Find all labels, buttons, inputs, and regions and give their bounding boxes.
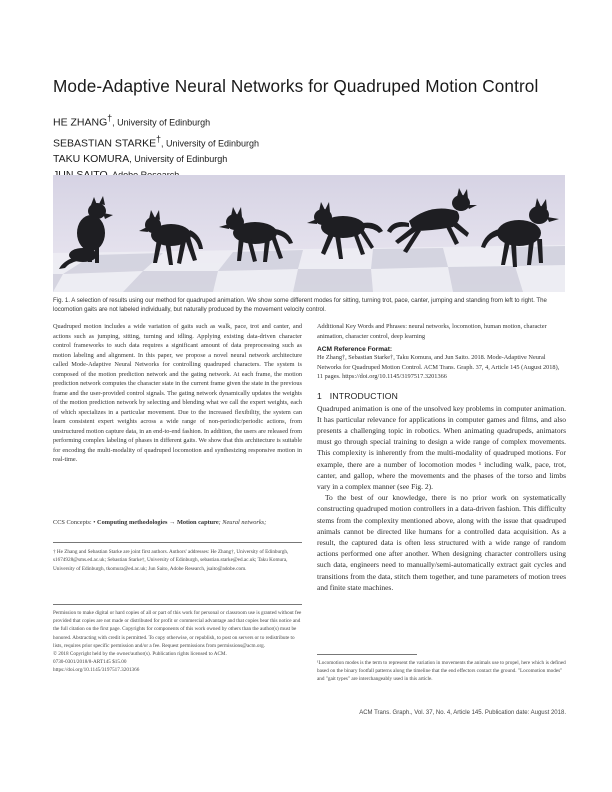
author-affiliation: , University of Edinburgh	[112, 117, 211, 128]
figure-caption: Fig. 1. A selection of results using our method for quadruped animation. We show some different modes for sitting, turning trot, pace, canter, jumping and standing from left to right. The locomotion gaits are not labeled individually, but naturally produced by the movement velocity control.	[53, 297, 547, 314]
wolf-sequence-image	[53, 175, 565, 292]
author-list	[53, 110, 259, 183]
introduction-body	[317, 403, 566, 593]
author-line	[53, 131, 259, 152]
ccs-bold: Computing methodologies → Motion capture	[97, 519, 219, 526]
permission-block	[53, 609, 302, 675]
section-title: INTRODUCTION	[329, 390, 399, 401]
section-number: 1	[317, 390, 322, 401]
locomotion-footnote: ¹Locomotion modes is the term to represent the variation in movements the animals use to propel, here which is defined based on the binary footfall patterns along the timeline that the end effectors contact the ground. "Locomotion modes" and "gait types" are interchangeably used in this article.	[317, 660, 566, 683]
reference-format-text: He Zhang†, Sebastian Starke†, Taku Komura, and Jun Saito. 2018. Mode-Adaptive Neural Networks for Quadruped Motion Control. ACM Trans. Graph. 37, 4, Article 145 (August 2018), 11 pages. https://doi.org/10.1145/3197517.3201366	[317, 354, 560, 380]
ccs-concepts	[53, 518, 302, 528]
author-name: TAKU KOMURA	[53, 153, 130, 165]
ccs-prefix: CCS Concepts: •	[53, 519, 98, 526]
abstract	[53, 322, 302, 465]
author-line	[53, 151, 259, 167]
footnote-divider	[53, 542, 302, 543]
reference-format-heading: ACM Reference Format:	[317, 346, 393, 353]
paper-title: Mode-Adaptive Neural Networks for Quadruped Motion Control	[53, 76, 539, 96]
teaser-figure	[53, 175, 565, 292]
author-mark: †	[156, 133, 161, 144]
author-affiliation: , University of Edinburgh	[129, 154, 228, 164]
ccs-tail: ; Neural networks;	[218, 519, 267, 526]
intro-paragraph: Quadruped animation is one of the unsolved key problems in computer animation. It has particular relevance for applications in computer games and films, and also presents a challenging topic in robotics. When animating quadrupeds, animators must go through special training to design a wide range of complex movements. This complexity is inherently from the multi-modality of quadruped motions. For example, there are a number of locomotion modes ¹ including walk, pace, trot, canter, and gallop, where the movements and the phases of the torso and limbs vary in a complex manner (see Fig. 2).	[317, 403, 566, 491]
keywords: Additional Key Words and Phrases: neural networks, locomotion, human motion, character animation, character control, deep learning	[317, 323, 547, 340]
section-heading	[317, 391, 566, 401]
doi-link[interactable]: https://doi.org/10.1145/3197517.3201366	[53, 667, 140, 674]
author-footnote: † He Zhang and Sebastian Starke are joint first authors. Authors' addresses: He Zhang†, University of Edinburgh, s1674928@sms.ed.ac.uk; Sebastian Starke†, University of Edinburgh, sebastian.starke@ed.ac.uk; Taku Komura, University of Edinburgh, tkomura@ed.ac.uk; Jun Saito, Adobe Research, jsaito@adobe.com.	[53, 549, 289, 572]
intro-paragraph: To the best of our knowledge, there is no prior work on systematically constructing quadruped motion controllers in a data-driven fashion. This difficulty stems from the complexity mentioned above, along with the issue that quadruped animals cannot be directed like humans for a controlled data acquisition. As a result, the captured data is often less structured with a wide range of random actions performed one after another. When designing character controllers using such data, engineers need to manually/semi-automatically extract gait cycles and transitions from the data, stitch them together, and tune parameters of motion trees and finite state machines.	[317, 493, 566, 592]
permission-text: Permission to make digital or hard copies of all or part of this work for personal or classroom use is granted without fee provided that copies are not made or distributed for profit or commercial advantage and that copies bear this notice and the full citation on the first page. Copyrights for components of this work owned by others than the author(s) must be honored. Abstracting with credit is permitted. To copy otherwise, or republish, to post on servers or to redistribute to lists, requires prior specific permission and/or a fee. Request permissions from permissions@acm.org.	[53, 610, 302, 649]
author-affiliation: , University of Edinburgh	[160, 138, 260, 148]
checkered-floor	[53, 245, 565, 292]
right-column	[317, 322, 566, 593]
permission-divider	[53, 604, 302, 605]
author-name: HE ZHANG	[53, 116, 108, 129]
issn-line: 0730-0301/2018/8-ART145 $15.00	[53, 659, 127, 666]
right-footnote-divider	[317, 654, 417, 655]
copyright-line: © 2018 Copyright held by the owner/author(s). Publication rights licensed to ACM.	[53, 651, 227, 658]
running-footer: ACM Trans. Graph., Vol. 37, No. 4, Article 145. Publication date: August 2018.	[359, 710, 566, 716]
author-mark: †	[107, 113, 113, 123]
abstract-text: Quadruped motion includes a wide variation of gaits such as walk, pace, trot and canter, and actions such as jumping, sitting, turning and idling. Applying existing data-driven character control frameworks to such data requires a significant amount of data preprocessing such as motion labeling and alignment. In this paper, we propose a novel neural network architecture called Mode-Adaptive Neural Networks for controlling quadruped characters. The system is composed of the motion prediction network and the gating network. At each frame, the motion prediction network computes the character state in the current frame given the state in the previous frame and the user-provided control signals. The gating network dynamically updates the weights of the motion prediction network by selecting and blending what we call the expert weights, each of which specializes in a particular movement. Due to the increased flexibility, the system can learn consistent expert weights across a wide range of non-periodic/periodic actions, from unstructured motion capture data, in an end-to-end fashion. In addition, the users are released from performing complex labeling of phases in different gaits. We show that this architecture is suitable for encoding the multi-modality of quadruped locomotion and synthesizing responsive motion in real-time.	[53, 323, 302, 463]
author-line	[53, 110, 259, 131]
author-name: SEBASTIAN STARKE	[53, 137, 157, 149]
